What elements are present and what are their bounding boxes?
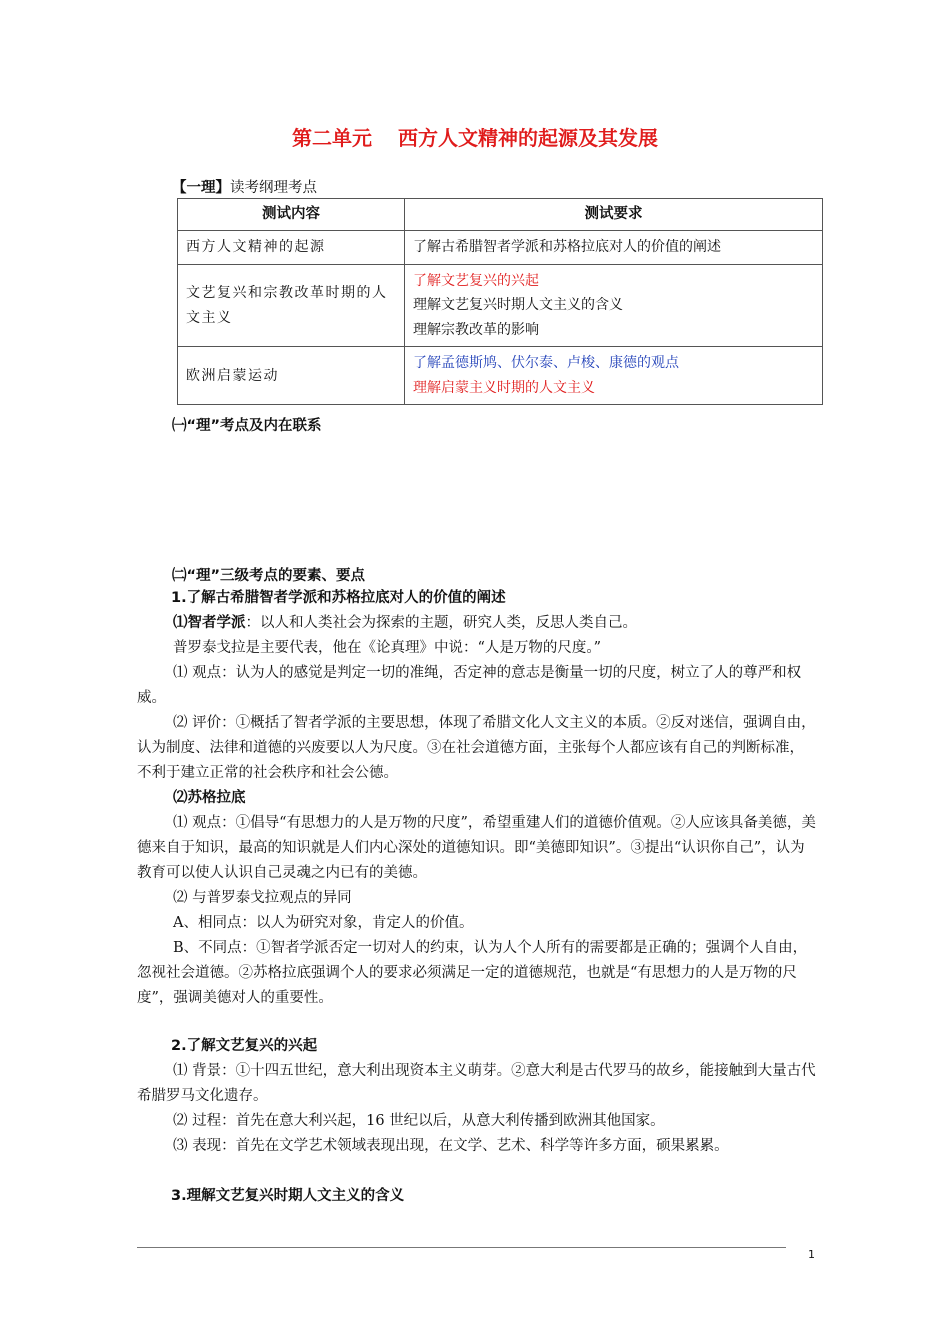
row-content: 文艺复兴和宗教改革时期的人文主义 xyxy=(178,264,405,347)
paragraph-same: A、相同点：以人为研究对象，肯定人的价值。 xyxy=(173,915,474,931)
body-block-1 xyxy=(137,586,817,1011)
table-row xyxy=(178,347,823,405)
requirement-line: 了解文艺复兴的兴起 xyxy=(413,272,539,289)
row-requirements xyxy=(405,231,823,265)
paragraph-expression: ⑶ 表现：首先在文学艺术领域表现出现，在文学、艺术、科学等许多方面，硕果累累。 xyxy=(173,1138,729,1154)
yili-label xyxy=(172,176,317,197)
section-heading-2: ㈡“理”三级考点的要素、要点 xyxy=(172,568,366,584)
paragraph-compare: ⑵ 与普罗泰戈拉观点的异同 xyxy=(173,890,352,906)
sophist-label: ⑴智者学派 xyxy=(173,615,246,631)
paragraph-background: ⑴ 背景：①十四五世纪，意大利出现资本主义萌芽。②意大利是古代罗马的故乡，能接触到大量古代希腊罗马文化遗存。 xyxy=(137,1063,816,1104)
body-block-3 xyxy=(137,1184,817,1209)
table-row xyxy=(178,231,823,265)
table-row xyxy=(178,264,823,347)
paragraph-evaluation: ⑵ 评价：①概括了智者学派的主要思想，体现了希腊文化人文主义的本质。②反对迷信，强调自由，认为制度、法律和道德的兴废要以人为尺度。③在社会道德方面，主张每个人都应该有自己的判断标准，不利于建立正常的社会秩序和社会公德。 xyxy=(137,715,816,781)
page-number: 1 xyxy=(808,1248,815,1261)
paragraph-view-1: ⑴ 观点：认为人的感觉是判定一切的准绳，否定神的意志是衡量一切的尺度，树立了人的尊严和权威。 xyxy=(137,665,802,706)
row-content: 欧洲启蒙运动 xyxy=(178,347,405,405)
header-content: 测试内容 xyxy=(178,199,405,231)
header-requirement: 测试要求 xyxy=(405,199,823,231)
paragraph-diff: B、不同点：①智者学派否定一切对人的约束，认为人个人所有的需要都是正确的；强调个人自由，忽视社会道德。②苏格拉底强调个人的要求必须满足一定的道德规范，也就是“有思想力的人是万物的尺度”，强调美德对人的重要性。 xyxy=(137,940,808,1006)
footer-divider xyxy=(137,1247,786,1248)
yili-text: 读考纲理考点 xyxy=(230,180,317,196)
point-heading-1: 1.了解古希腊智者学派和苏格拉底对人的价值的阐述 xyxy=(171,590,506,606)
point-heading-2: 2.了解文艺复兴的兴起 xyxy=(171,1038,318,1054)
requirement-line: 了解孟德斯鸠、伏尔泰、卢梭、康德的观点 xyxy=(413,355,679,372)
paragraph-process: ⑵ 过程：首先在意大利兴起，16 世纪以后，从意大利传播到欧洲其他国家。 xyxy=(173,1113,665,1129)
body-block-2 xyxy=(137,1034,817,1159)
row-content: 西方人文精神的起源 xyxy=(178,231,405,265)
point-heading-3: 3.理解文艺复兴时期人文主义的含义 xyxy=(171,1188,405,1204)
title-topic: 西方人文精神的起源及其发展 xyxy=(398,126,658,150)
paragraph-sophist xyxy=(137,611,817,636)
section-heading-1: ㈠“理”考点及内在联系 xyxy=(172,418,322,434)
yili-bracket: 【一理】 xyxy=(172,180,230,196)
paragraph-socrates: ⑵苏格拉底 xyxy=(173,790,246,806)
title-unit: 第二单元 xyxy=(292,126,372,150)
paragraph-protagoras: 普罗泰戈拉是主要代表，他在《论真理》中说：“人是万物的尺度。” xyxy=(173,640,602,656)
syllabus-table xyxy=(177,198,823,405)
row-requirements xyxy=(405,264,823,347)
requirement-line: 理解宗教改革的影响 xyxy=(413,321,539,338)
requirement-line: 了解古希腊智者学派和苏格拉底对人的价值的阐述 xyxy=(413,239,721,256)
page-title xyxy=(0,122,950,151)
paragraph-view-2: ⑴ 观点：①倡导“有思想力的人是万物的尺度”，希望重建人们的道德价值观。②人应该具备美德，美德来自于知识，最高的知识就是人们内心深处的道德知识。即“美德即知识”。③提出“认识你自己”，认为教育可以使人认识自己灵魂之内已有的美德。 xyxy=(137,815,816,881)
row-requirements xyxy=(405,347,823,405)
table-header-row xyxy=(178,199,823,231)
requirement-line: 理解文艺复兴时期人文主义的含义 xyxy=(413,297,623,314)
requirement-line: 理解启蒙主义时期的人文主义 xyxy=(413,379,595,396)
sophist-text: ：以人和人类社会为探索的主题，研究人类，反思人类自己。 xyxy=(245,615,637,631)
